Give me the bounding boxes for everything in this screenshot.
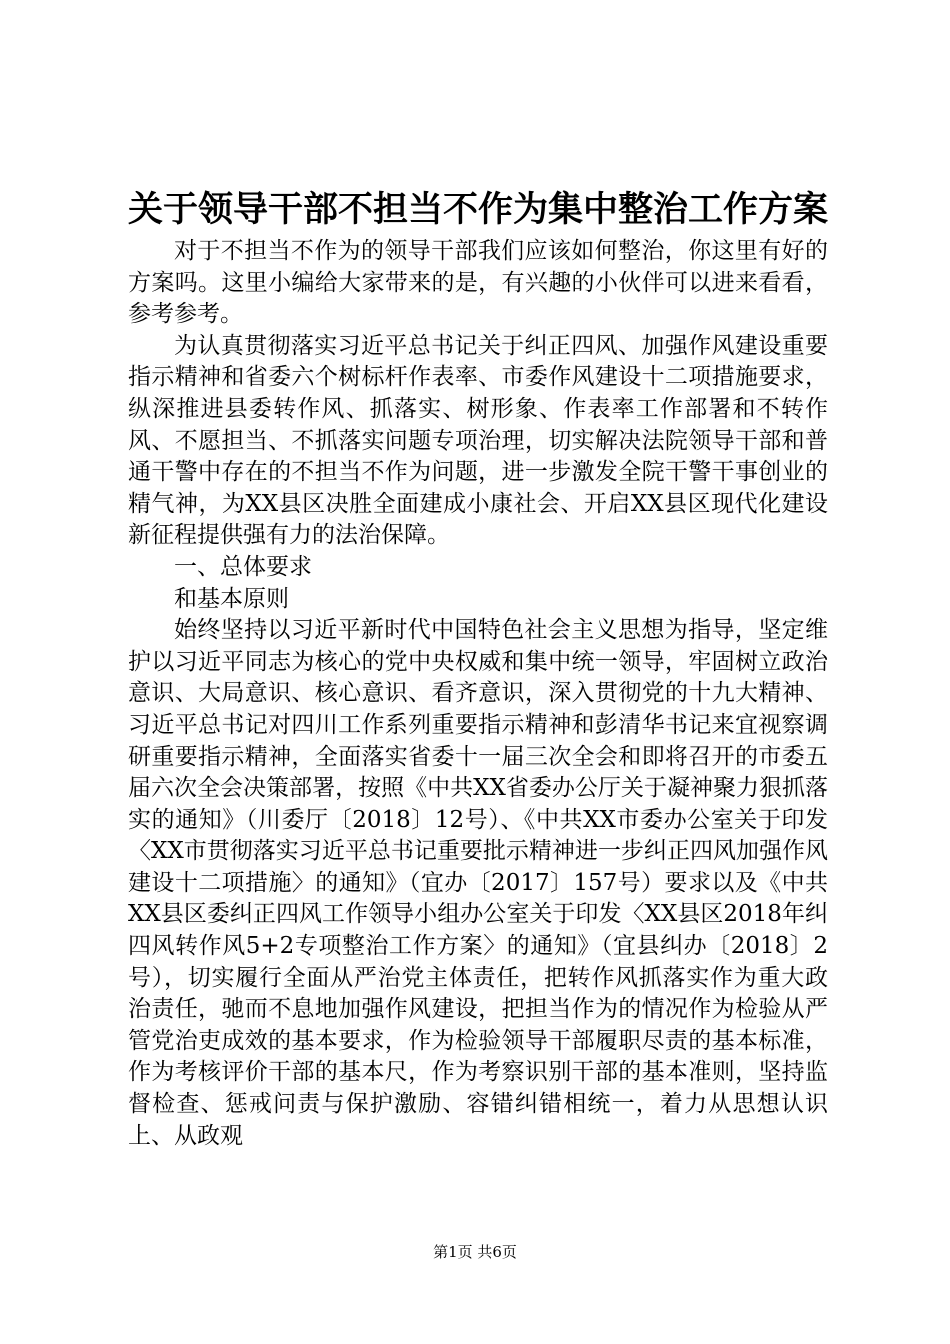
- section-heading-basic-principles: 和基本原则: [174, 585, 289, 612]
- page-number-footer: 第1页 共6页: [433, 1243, 517, 1261]
- document-body: [128, 236, 828, 1152]
- paragraph-intro: 对于不担当不作为的领导干部我们应该如何整治，你这里有好的方案吗。这里小编给大家带来的是，有兴趣的小伙伴可以进来看看，参考参考。: [128, 238, 828, 328]
- paragraph-purpose: 为认真贯彻落实习近平总书记关于纠正四风、加强作风建设重要指示精神和省委六个树标杆作表率、市委作风建设十二项措施要求，纵深推进县委转作风、抓落实、树形象、作表率工作部署和不转作风、不愿担当、不抓落实问题专项治理，切实解决法院领导干部和普通干警中存在的不担当不作为问题，进一步激发全院干警干事创业的精气神，为XX县区决胜全面建成小康社会、开启XX县区现代化建设新征程提供强有力的法治保障。: [128, 332, 828, 549]
- paragraph-principles: 始终坚持以习近平新时代中国特色社会主义思想为指导，坚定维护以习近平同志为核心的党中央权威和集中统一领导，牢固树立政治意识、大局意识、核心意识、看齐意识，深入贯彻党的十九大精神、习近平总书记对四川工作系列重要指示精神和彭清华书记来宜视察调研重要指示精神，全面落实省委十一届三次全会和即将召开的市委五届六次全会决策部署，按照《中共XX省委办公厅关于凝神聚力狠抓落实的通知》（川委厅〔2018〕12号）、《中共XX市委办公室关于印发〈XX市贯彻落实习近平总书记重要批示精神进一步纠正四风加强作风建设十二项措施〉的通知》（宜办〔2017〕157号）要求以及《中共XX县区委纠正四风工作领导小组办公室关于印发〈XX县区2018年纠四风转作风5+2专项整治工作方案〉的通知》（宜县纠办〔2018〕2号），切实履行全面从严治党主体责任，把转作风抓落实作为重大政治责任，驰而不息地加强作风建设，把担当作为的情况作为检验从严管党治吏成效的基本要求，作为检验领导干部履职尽责的基本标准，作为考核评价干部的基本尺，作为考察识别干部的基本准则，坚持监督检查、惩戒问责与保护激励、容错纠错相统一，着力从思想认识上、从政观: [128, 617, 828, 1149]
- document-title: 关于领导干部不担当不作为集中整治工作方案: [128, 189, 829, 230]
- section-heading-general-requirements: 一、总体要求: [174, 553, 312, 580]
